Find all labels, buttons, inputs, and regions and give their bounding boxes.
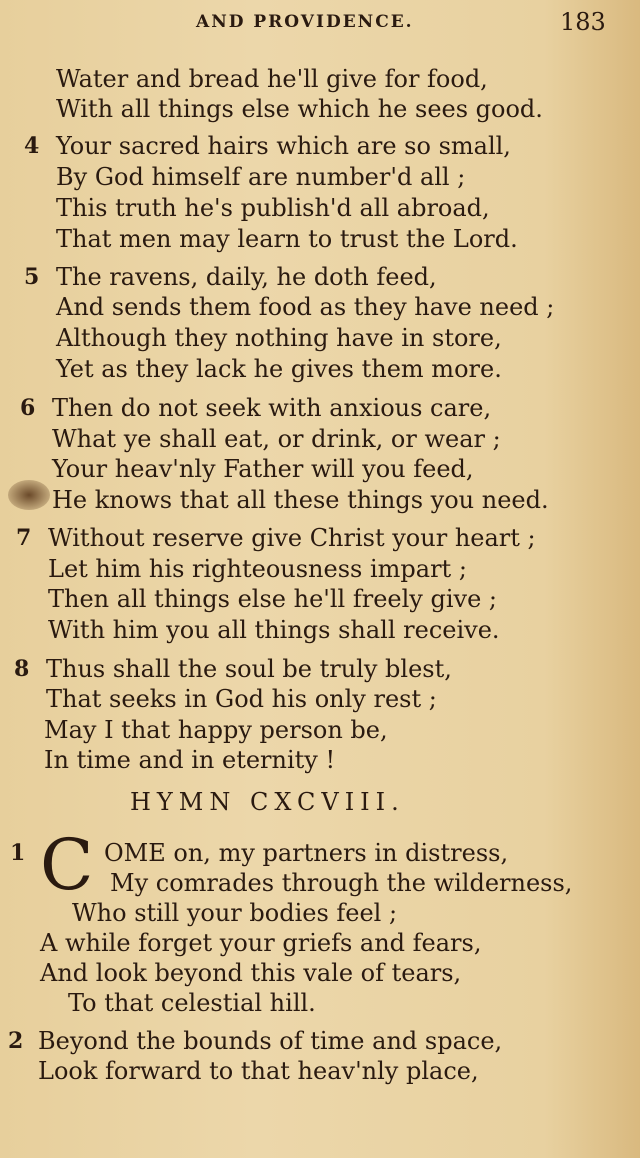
- verse-line: Beyond the bounds of time and space,: [38, 1027, 503, 1055]
- verse-line: This truth he's publish'd all abroad,: [56, 194, 490, 222]
- hymn-title: HYMN CXCVIII.: [130, 788, 405, 816]
- verse-line: To that celestial hill.: [68, 989, 316, 1017]
- verse-line: My comrades through the wilderness,: [110, 869, 573, 897]
- verse-line: A while forget your griefs and fears,: [40, 929, 482, 957]
- verse-line: In time and in eternity !: [44, 746, 336, 774]
- stanza-number: 7: [16, 525, 32, 551]
- stanza-number: 6: [20, 395, 36, 421]
- verse-line: Look forward to that heav'nly place,: [38, 1057, 479, 1085]
- verse-line: Your heav'nly Father will you feed,: [52, 455, 474, 483]
- verse-line: By God himself are number'd all ;: [56, 163, 466, 191]
- verse-line: That men may learn to trust the Lord.: [56, 225, 518, 253]
- verse-line: Thus shall the soul be truly blest,: [46, 655, 452, 683]
- ink-stain: [8, 480, 50, 510]
- verse-line: He knows that all these things you need.: [52, 486, 549, 514]
- verse-line: Then all things else he'll freely give ;: [48, 585, 497, 613]
- verse-line: Let him his righteousness impart ;: [48, 555, 467, 583]
- verse-line: Your sacred hairs which are so small,: [56, 132, 511, 160]
- verse-line: Yet as they lack he gives them more.: [56, 355, 502, 383]
- stanza-number: 2: [8, 1028, 24, 1054]
- verse-line: Although they nothing have in store,: [56, 324, 502, 352]
- running-head: AND PROVIDENCE.: [196, 12, 414, 32]
- verse-line: And look beyond this vale of tears,: [40, 959, 462, 987]
- verse-line: Water and bread he'll give for food,: [56, 65, 488, 93]
- verse-line: Who still your bodies feel ;: [72, 899, 398, 927]
- page-number: 183: [560, 8, 606, 36]
- page-header: [0, 8, 640, 38]
- verse-line: And sends them food as they have need ;: [56, 293, 555, 321]
- verse-line: Without reserve give Christ your heart ;: [48, 524, 536, 552]
- stanza-number: 1: [10, 840, 26, 866]
- verse-line: OME on, my partners in distress,: [104, 839, 509, 867]
- verse-line: That seeks in God his only rest ;: [46, 685, 437, 713]
- stanza-number: 8: [14, 656, 30, 682]
- drop-cap: C: [40, 824, 94, 906]
- stanza-number: 4: [24, 133, 40, 159]
- verse-line: With all things else which he sees good.: [56, 95, 543, 123]
- verse-line: With him you all things shall receive.: [48, 616, 500, 644]
- verse-line: Then do not seek with anxious care,: [52, 394, 492, 422]
- verse-line: The ravens, daily, he doth feed,: [56, 263, 437, 291]
- verse-line: What ye shall eat, or drink, or wear ;: [52, 425, 501, 453]
- verse-line: May I that happy person be,: [44, 716, 388, 744]
- stanza-number: 5: [24, 264, 40, 290]
